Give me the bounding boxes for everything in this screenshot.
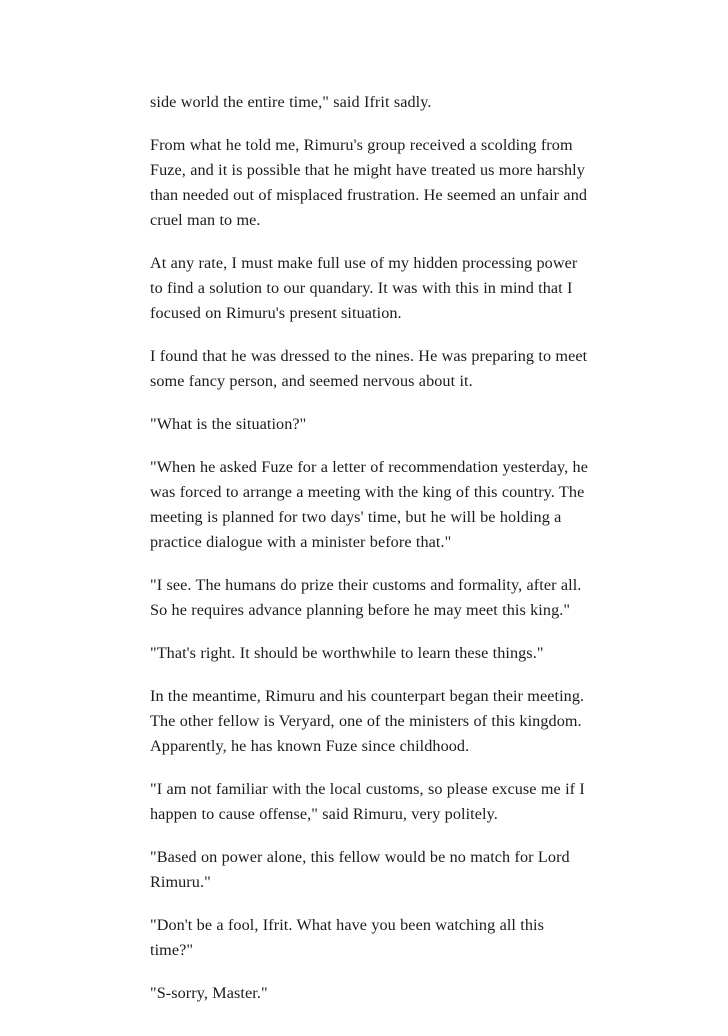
paragraph: "When he asked Fuze for a letter of recommendation yesterday, he was forced to arrange a meeting with the king of this country. The meeting is planned for two days' time, but he will be holding a practice dialogue with a minister before that." bbox=[150, 458, 589, 551]
paragraph: From what he told me, Rimuru's group received a scolding from Fuze, and it is possible that he might have treated us more harshly than needed out of misplaced frustration. He seemed an unfair and cruel man to me. bbox=[150, 136, 588, 229]
paragraph: In the meantime, Rimuru and his counterpart began their meeting. The other fellow is Veryard, one of the ministers of this kingdom. Apparently, he has known Fuze since childhood. bbox=[150, 687, 585, 755]
paragraph: "Don't be a fool, Ifrit. What have you been watching all this time?" bbox=[150, 916, 544, 959]
paragraph: I found that he was dressed to the nines. He was preparing to meet some fancy person, and seemed nervous about it. bbox=[150, 347, 588, 390]
paragraph: At any rate, I must make full use of my hidden processing power to find a solution to our quandary. It was with this in mind that I focused on Rimuru's present situation. bbox=[150, 254, 578, 322]
body-text-column bbox=[150, 90, 590, 1006]
paragraph: "Based on power alone, this fellow would be no match for Lord Rimuru." bbox=[150, 848, 570, 891]
paragraph: "I am not familiar with the local customs, so please excuse me if I happen to cause offense," said Rimuru, very politely. bbox=[150, 780, 585, 823]
paragraph: "I see. The humans do prize their customs and formality, after all. So he requires advance planning before he may meet this king." bbox=[150, 576, 582, 619]
paragraph: "S-sorry, Master." bbox=[150, 984, 268, 1002]
paragraph: "That's right. It should be worthwhile to learn these things." bbox=[150, 644, 544, 662]
paragraph: "What is the situation?" bbox=[150, 415, 307, 433]
paragraph: side world the entire time," said Ifrit sadly. bbox=[150, 93, 432, 111]
